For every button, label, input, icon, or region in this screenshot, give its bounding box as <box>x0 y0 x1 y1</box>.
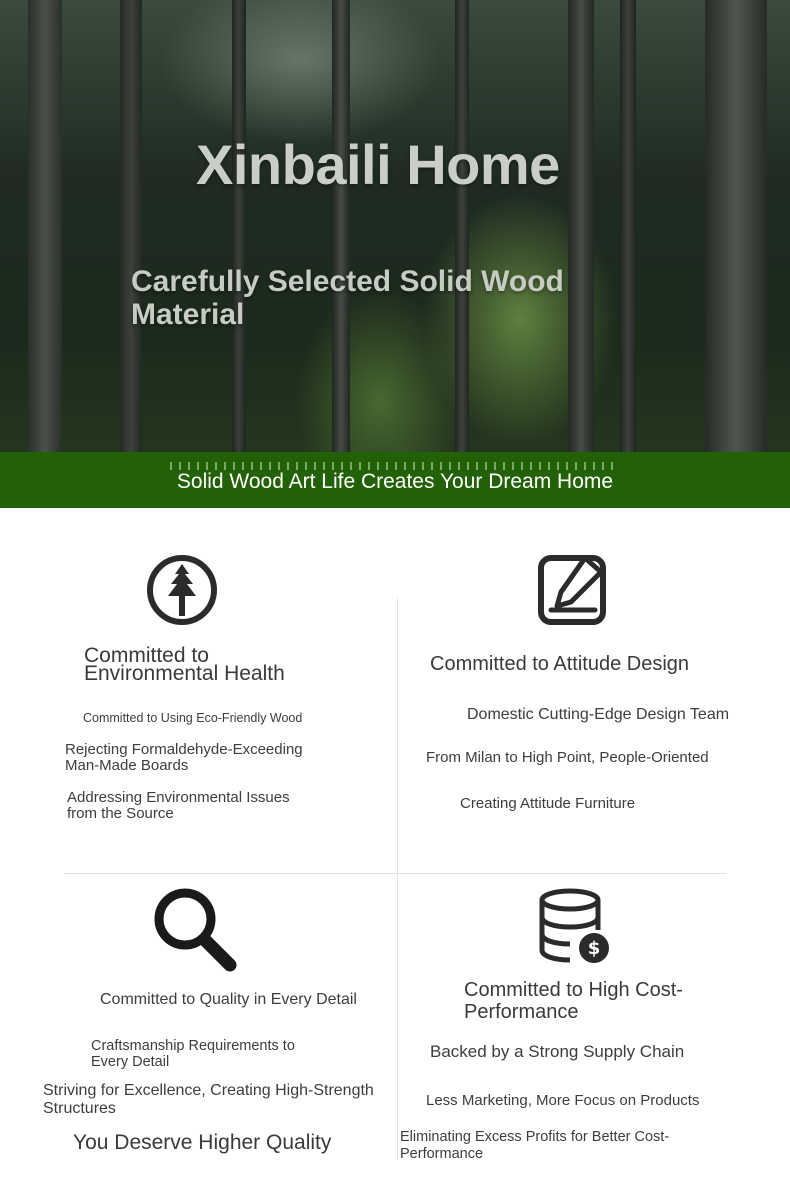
tree-trunk <box>332 0 350 452</box>
tree-icon <box>146 554 218 626</box>
hero-section <box>0 0 790 452</box>
feature-point: Committed to Using Eco-Friendly Wood <box>83 711 303 725</box>
feature-point: Craftsmanship Requirements to Every Detail <box>91 1038 295 1070</box>
feature-point: Backed by a Strong Supply Chain <box>430 1042 685 1061</box>
tree-trunk <box>620 0 636 452</box>
grass-decoration <box>170 462 620 470</box>
database-dollar-icon <box>538 888 612 970</box>
feature-point: From Milan to High Point, People-Oriented <box>426 749 709 766</box>
feature-heading: Committed to Environmental Health <box>84 644 285 685</box>
banner-slogan: Solid Wood Art Life Creates Your Dream Home <box>176 470 614 493</box>
tree-trunk <box>28 0 62 452</box>
hero-subtitle: Carefully Selected Solid Wood Material <box>131 265 564 331</box>
horizontal-divider <box>64 873 726 874</box>
edit-icon <box>537 552 609 626</box>
tree-trunk <box>232 0 246 452</box>
tree-trunk <box>455 0 469 452</box>
tree-trunk <box>120 0 142 452</box>
feature-heading: Committed to Quality in Every Detail <box>100 991 357 1008</box>
tree-trunk <box>568 0 594 452</box>
feature-heading: Committed to Attitude Design <box>430 653 690 675</box>
feature-point: You Deserve Higher Quality <box>73 1131 332 1154</box>
slogan-banner <box>0 452 790 508</box>
svg-text:$: $ <box>587 938 601 959</box>
feature-point: Addressing Environmental Issues from the Source <box>67 789 290 822</box>
feature-point: Striving for Excellence, Creating High-Strength Structures <box>43 1082 374 1117</box>
search-icon <box>150 885 240 975</box>
feature-point: Rejecting Formaldehyde-Exceeding Man-Made Boards <box>65 741 303 774</box>
feature-point: Creating Attitude Furniture <box>460 795 636 812</box>
feature-point: Domestic Cutting-Edge Design Team <box>467 706 730 723</box>
feature-point: Less Marketing, More Focus on Products <box>426 1092 700 1109</box>
hero-title: Xinbaili Home <box>196 133 560 196</box>
feature-point: Eliminating Excess Profits for Better Cost-Performance <box>400 1129 670 1162</box>
tree-trunk <box>705 0 767 452</box>
feature-heading: Committed to High Cost-Performance <box>464 979 683 1023</box>
vertical-divider <box>397 598 398 1160</box>
